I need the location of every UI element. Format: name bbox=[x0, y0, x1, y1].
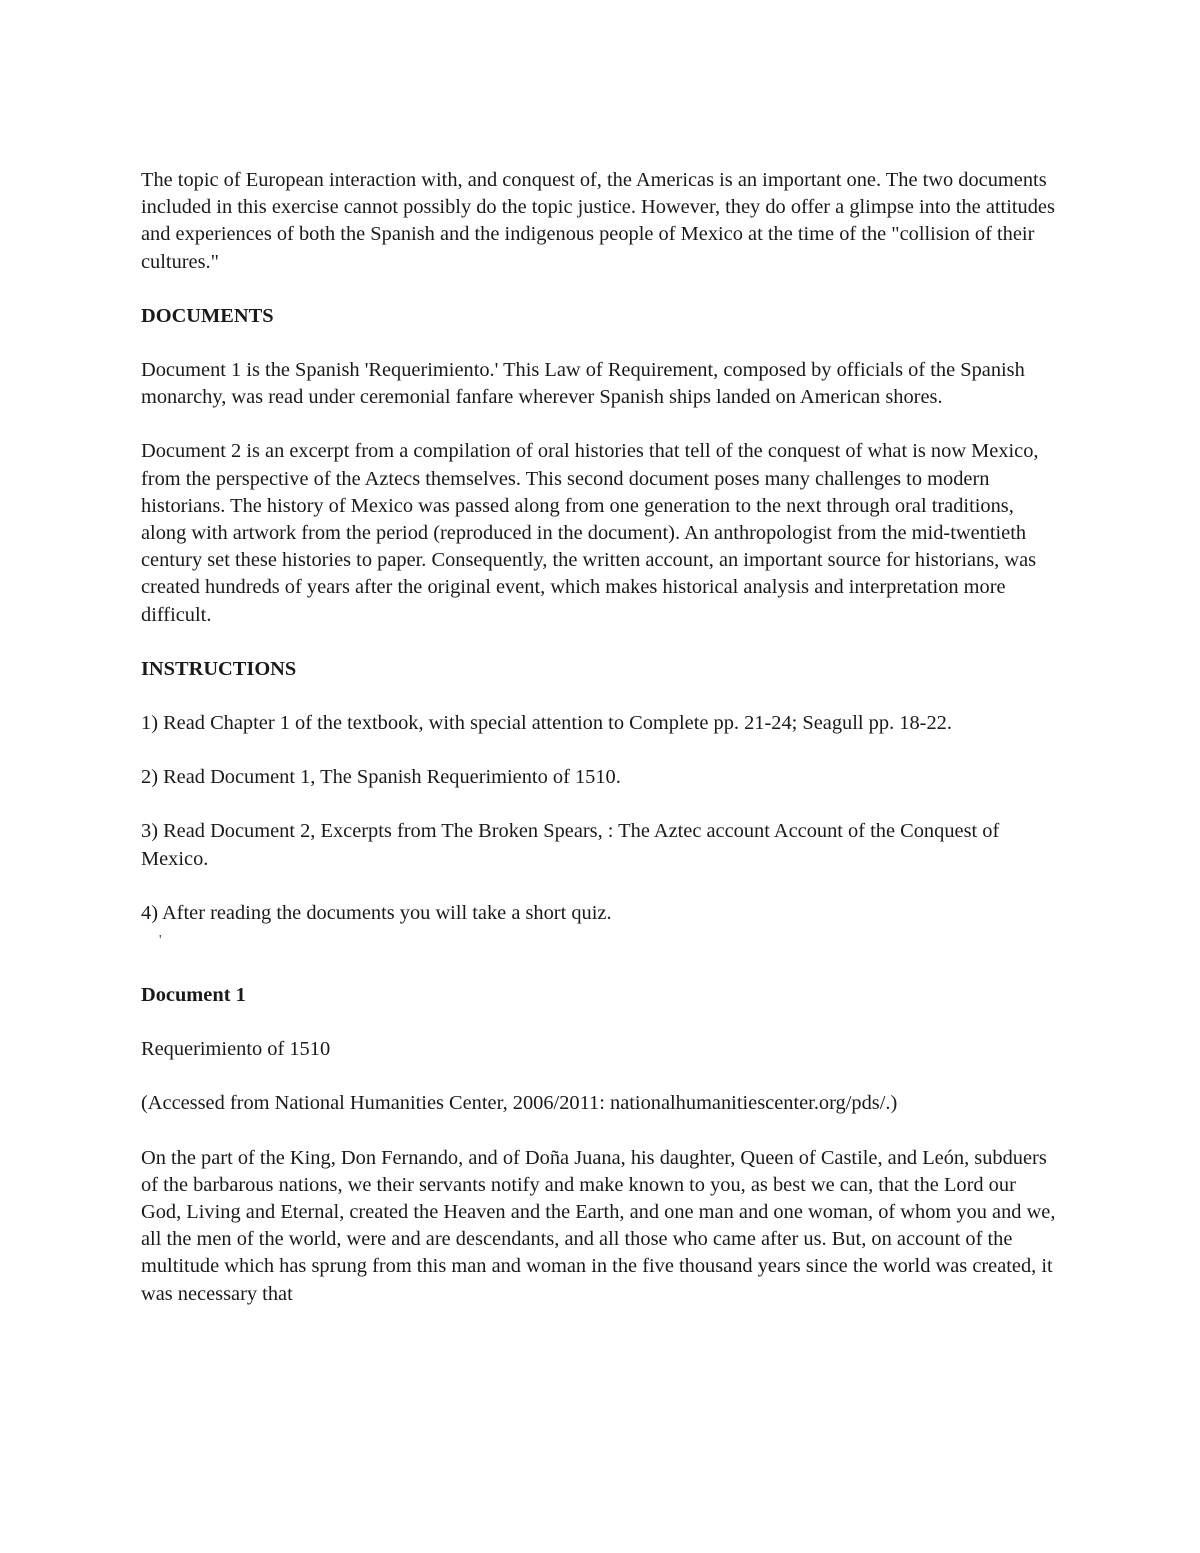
document1-source: (Accessed from National Humanities Center, 2006/2011: nationalhumanitiescenter.org/pds/.) bbox=[141, 1092, 898, 1115]
doc2-description: Document 2 is an excerpt from a compilation of oral histories that tell of the conquest of what is now Mexico, from the perspective of the Aztecs themselves. This second document poses many challenges to modern historians. The history of Mexico was passed along from one generation to the next through oral traditions, along with artwork from the period (reproduced in the document). An anthropologist from the mid-twentieth century set these histories to paper. Consequently, the written account, an important source for historians, was created hundreds of years after the original event, which makes historical analysis and interpretation more difficult. bbox=[141, 440, 1039, 626]
documents-heading: DOCUMENTS bbox=[141, 304, 274, 327]
document1-body: On the part of the King, Don Fernando, and of Doña Juana, his daughter, Queen of Castile, and León, subduers of the barbarous nations, we their servants notify and make known to you, as best we can, that the Lord our God, Living and Eternal, created the Heaven and the Earth, and one man and one woman, of whom you and we, all the men of the world, were and are descendants, and all those who came after us. But, on account of the multitude which has sprung from this man and woman in the five thousand years since the world was created, it was necessary that bbox=[141, 1146, 1056, 1305]
document1-heading: Document 1 bbox=[141, 984, 246, 1007]
instruction-item-1: 1) Read Chapter 1 of the textbook, with special attention to Complete pp. 21-24; Seagull pp. 18-22. bbox=[141, 712, 952, 735]
instruction-item-2: 2) Read Document 1, The Spanish Requerimiento of 1510. bbox=[141, 766, 621, 789]
instruction-item-4: 4) After reading the documents you will take a short quiz. bbox=[141, 901, 612, 924]
instruction-item-3: 3) Read Document 2, Excerpts from The Broken Spears, : The Aztec account Account of the Conquest of Mexico. bbox=[141, 820, 1000, 870]
document1-title: Requerimiento of 1510 bbox=[141, 1038, 331, 1061]
doc1-description: Document 1 is the Spanish 'Requerimiento.' This Law of Requirement, composed by officials of the Spanish monarchy, was read under ceremonial fanfare wherever Spanish ships landed on American shores. bbox=[141, 359, 1025, 409]
intro-paragraph: The topic of European interaction with, and conquest of, the Americas is an important one. The two documents included in this exercise cannot possibly do the topic justice. However, they do offer a glimpse into the attitudes and experiences of both the Spanish and the indigenous people of Mexico at the time of the "collision of their cultures." bbox=[141, 169, 1055, 273]
stray-mark: ' bbox=[159, 933, 162, 949]
instructions-heading: INSTRUCTIONS bbox=[141, 657, 297, 680]
